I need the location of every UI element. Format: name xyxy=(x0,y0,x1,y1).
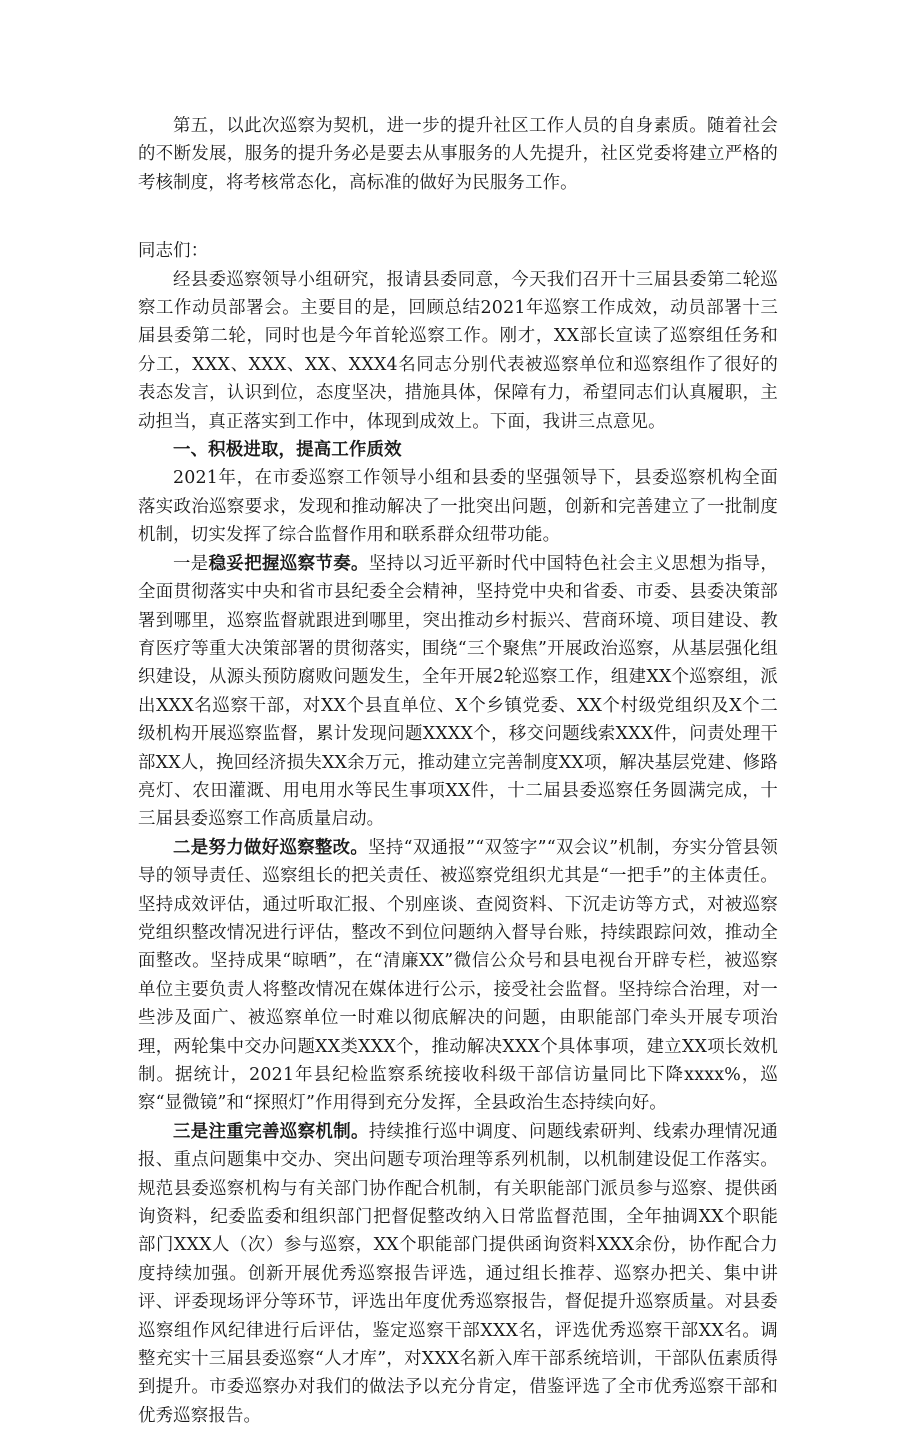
paragraph-gap xyxy=(138,197,778,237)
point-2-paragraph xyxy=(138,834,778,1118)
document-body xyxy=(138,112,778,1430)
point-3-paragraph xyxy=(138,1118,778,1430)
intro-paragraph: 第五，以此次巡察为契机，进一步的提升社区工作人员的自身素质。随着社会的不断发展，服务的提升务必是要去从事服务的人先提升，社区党委将建立严格的考核制度，将考核常态化，高标准的做好为民服务工作。 xyxy=(138,116,778,193)
section-heading-1: 一、积极进取，提高工作质效 xyxy=(173,440,402,461)
point-2-body: 坚持“双通报”“双签字”“双会议”机制，夯实分管县领导的领导责任、巡察组长的把关责任、被巡察党组织尤其是“一把手”的主体责任。坚持成效评估，通过听取汇报、个别座谈、查阅资料、下沉走访等方式，对被巡察党组织整改情况进行评估，整改不到位问题纳入督导台账，持续跟踪问效，推动全面整改。坚持成果“晾晒”，在“清廉XX”微信公众号和县电视台开辟专栏，被巡察单位主要负责人将整改情况在媒体进行公示，接受社会监督。坚持综合治理，对一些涉及面广、被巡察单位一时难以彻底解决的问题，由职能部门牵头开展专项治理，两轮集中交办问题XX类XXX个，推动解决XXX个具体事项，建立XX项长效机制。据统计，2021年县纪检监察系统接收科级干部信访量同比下降xxxx%，巡察“显微镜”和“探照灯”作用得到充分发挥，全县政治生态持续向好。 xyxy=(138,837,779,1114)
point-1-paragraph xyxy=(138,550,778,834)
greeting: 同志们： xyxy=(138,241,209,262)
point-1-title: 稳妥把握巡察节奏。 xyxy=(208,553,369,574)
point-3-title: 三是注重完善巡察机制。 xyxy=(173,1121,369,1142)
point-1-lead: 一是 xyxy=(173,553,209,574)
summary-paragraph-2021: 2021年，在市委巡察工作领导小组和县委的坚强领导下，县委巡察机构全面落实政治巡察要求，发现和推动解决了一批突出问题，创新和完善建立了一批制度机制，切实发挥了综合监督作用和联系群众纽带功能。 xyxy=(138,468,778,546)
opening-paragraph: 经县委巡察领导小组研究，报请县委同意，今天我们召开十三届县委第二轮巡察工作动员部署会。主要目的是，回顾总结2021年巡察工作成效，动员部署十三届县委第二轮，同时也是今年首轮巡察工作。刚才，XX部长宣读了巡察组任务和分工，XXX、XXX、XX、XXX4名同志分别代表被巡察单位和巡察组作了很好的表态发言，认识到位，态度坚决，措施具体，保障有力，希望同志们认真履职，主动担当，真正落实到工作中，体现到成效上。下面，我讲三点意见。 xyxy=(138,269,778,432)
point-2-title: 二是努力做好巡察整改。 xyxy=(173,837,369,858)
point-3-body: 持续推行巡中调度、问题线索研判、线索办理情况通报、重点问题集中交办、突出问题专项治理等系列机制，以机制建设促工作落实。规范县委巡察机构与有关部门协作配合机制，有关职能部门派员参与巡察、提供函询资料，纪委监委和组织部门把督促整改纳入日常监督范围，全年抽调XX个职能部门XXX人（次）参与巡察，XX个职能部门提供函询资料XXX余份，协作配合力度持续加强。创新开展优秀巡察报告评选，通过组长推荐、巡察办把关、集中讲评、评委现场评分等环节，评选出年度优秀巡察报告，督促提升巡察质量。对县委巡察组作风纪律进行后评估，鉴定巡察干部XXX名，评选优秀巡察干部XX名。调整充实十三届县委巡察“人才库”，对XXX名新入库干部系统培训，干部队伍素质得到提升。市委巡察办对我们的做法予以充分肯定，借鉴评选了全市优秀巡察干部和优秀巡察报告。 xyxy=(138,1121,779,1426)
point-1-body: 坚持以习近平新时代中国特色社会主义思想为指导，全面贯彻落实中央和省市县纪委全会精神，坚持党中央和省委、市委、县委决策部署到哪里，巡察监督就跟进到哪里，突出推动乡村振兴、营商环境、项目建设、教育医疗等重大决策部署的贯彻落实，围绕“三个聚焦”开展政治巡察，从基层强化组织建设，从源头预防腐败问题发生，全年开展2轮巡察工作，组建XX个巡察组，派出XXX名巡察干部，对XX个县直单位、X个乡镇党委、XX个村级党组织及X个二级机构开展巡察监督，累计发现问题XXXX个，移交问题线索XXX件，问责处理干部XX人，挽回经济损失XX余万元，推动建立完善制度XX项，解决基层党建、修路亮灯、农田灌溉、用电用水等民生事项XX件，十二届县委巡察任务圆满完成，十三届县委巡察工作高质量启动。 xyxy=(138,553,778,830)
